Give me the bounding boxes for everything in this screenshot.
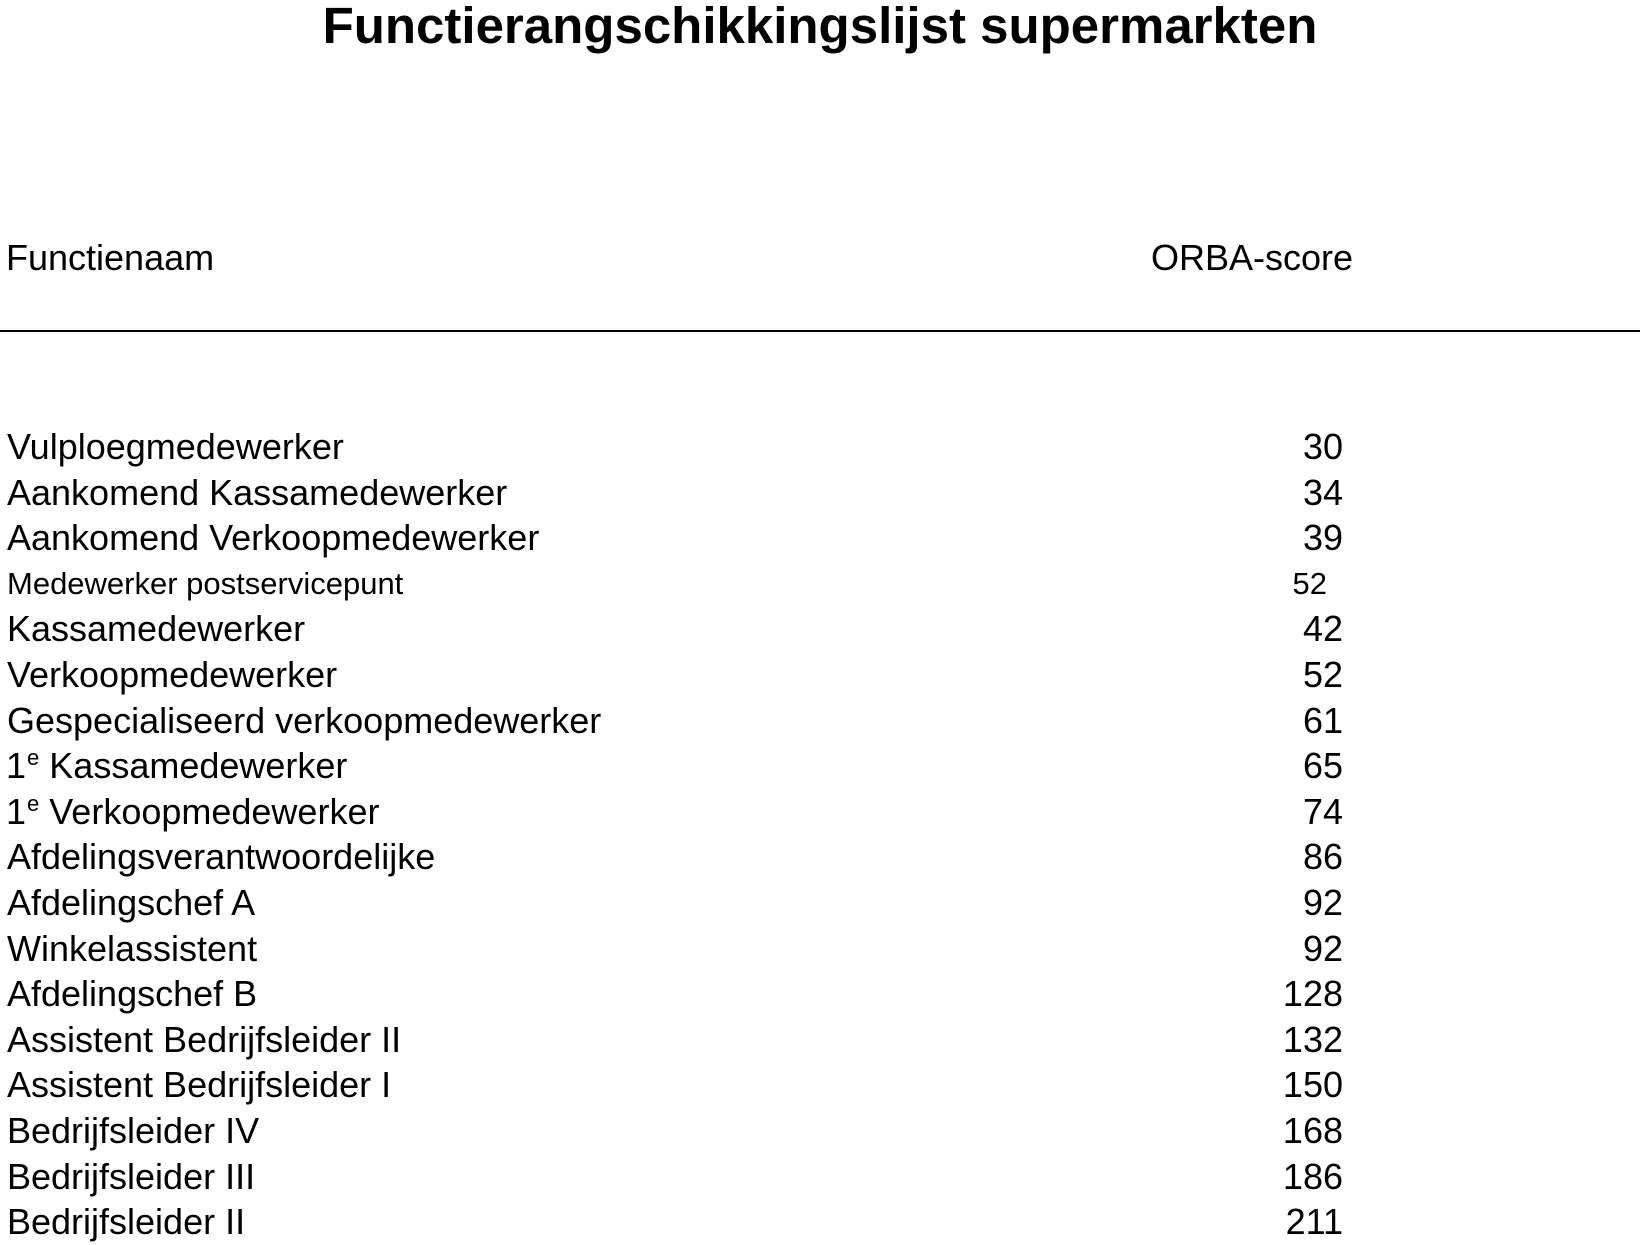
- function-name: 1e Verkoopmedewerker: [6, 790, 380, 832]
- orba-score: 186: [1282, 1155, 1343, 1197]
- orba-score: 150: [1282, 1064, 1343, 1106]
- table-row: [0, 515, 1640, 561]
- table-row: [0, 1154, 1640, 1200]
- function-name: Assistent Bedrijfsleider II: [7, 1018, 402, 1060]
- orba-score: 92: [1302, 927, 1343, 969]
- function-name: Kassamedewerker: [7, 608, 306, 650]
- table-row: [0, 561, 1640, 607]
- table-row: [0, 698, 1640, 744]
- function-name: Winkelassistent: [7, 927, 258, 969]
- function-name: Afdelingsverantwoordelijke: [7, 836, 436, 878]
- orba-score: 74: [1302, 790, 1343, 832]
- table-row: [0, 606, 1640, 652]
- orba-score: 168: [1282, 1109, 1343, 1151]
- table-row: [0, 424, 1640, 470]
- function-name: Afdelingschef A: [7, 881, 256, 923]
- column-header-function-name: Functienaam: [6, 237, 215, 278]
- orba-score: 61: [1302, 699, 1343, 741]
- function-name: 1e Kassamedewerker: [6, 745, 348, 787]
- table-row: [0, 926, 1640, 972]
- function-name: Bedrijfsleider IV: [7, 1109, 260, 1151]
- orba-score: 92: [1302, 881, 1343, 923]
- table-row: [0, 1017, 1640, 1063]
- table-row: [0, 743, 1640, 789]
- orba-score: 34: [1302, 471, 1343, 513]
- table-row: [0, 971, 1640, 1017]
- orba-score: 86: [1302, 836, 1343, 878]
- orba-score: 132: [1282, 1018, 1343, 1060]
- table-row: [0, 470, 1640, 516]
- function-name: Aankomend Kassamedewerker: [7, 471, 508, 513]
- table-row: [0, 789, 1640, 835]
- orba-score: 39: [1302, 517, 1343, 559]
- function-name: Aankomend Verkoopmedewerker: [7, 517, 540, 559]
- orba-score: 42: [1302, 608, 1343, 650]
- table-row: [0, 1062, 1640, 1108]
- ordinal-superscript: e: [27, 745, 40, 771]
- function-name: Verkoopmedewerker: [7, 653, 338, 695]
- orba-score: 128: [1282, 973, 1343, 1015]
- function-list: [0, 424, 1640, 1245]
- page-title: Functierangschikkingslijst supermarkten: [322, 0, 1318, 54]
- table-row: [0, 1108, 1640, 1154]
- function-name: Vulploegmedewerker: [7, 426, 344, 467]
- ordinal-superscript: e: [27, 790, 40, 816]
- function-name: Bedrijfsleider II: [7, 1201, 246, 1243]
- table-row: [0, 834, 1640, 880]
- function-name: Bedrijfsleider III: [7, 1155, 256, 1197]
- table-row: [0, 880, 1640, 926]
- function-name: Afdelingschef B: [7, 973, 258, 1015]
- orba-score: 65: [1302, 745, 1343, 787]
- function-name: Gespecialiseerd verkoopmedewerker: [7, 699, 602, 741]
- function-name: Medewerker postservicepunt: [7, 565, 404, 601]
- orba-score: 211: [1285, 1201, 1343, 1243]
- function-name: Assistent Bedrijfsleider I: [7, 1064, 392, 1106]
- header-divider: [0, 330, 1640, 332]
- table-row: [0, 1199, 1640, 1245]
- orba-score: 52: [1292, 565, 1327, 601]
- orba-score: 52: [1302, 653, 1343, 695]
- table-row: [0, 652, 1640, 698]
- column-header-orba-score: ORBA-score: [1151, 237, 1354, 278]
- orba-score: 30: [1302, 426, 1343, 467]
